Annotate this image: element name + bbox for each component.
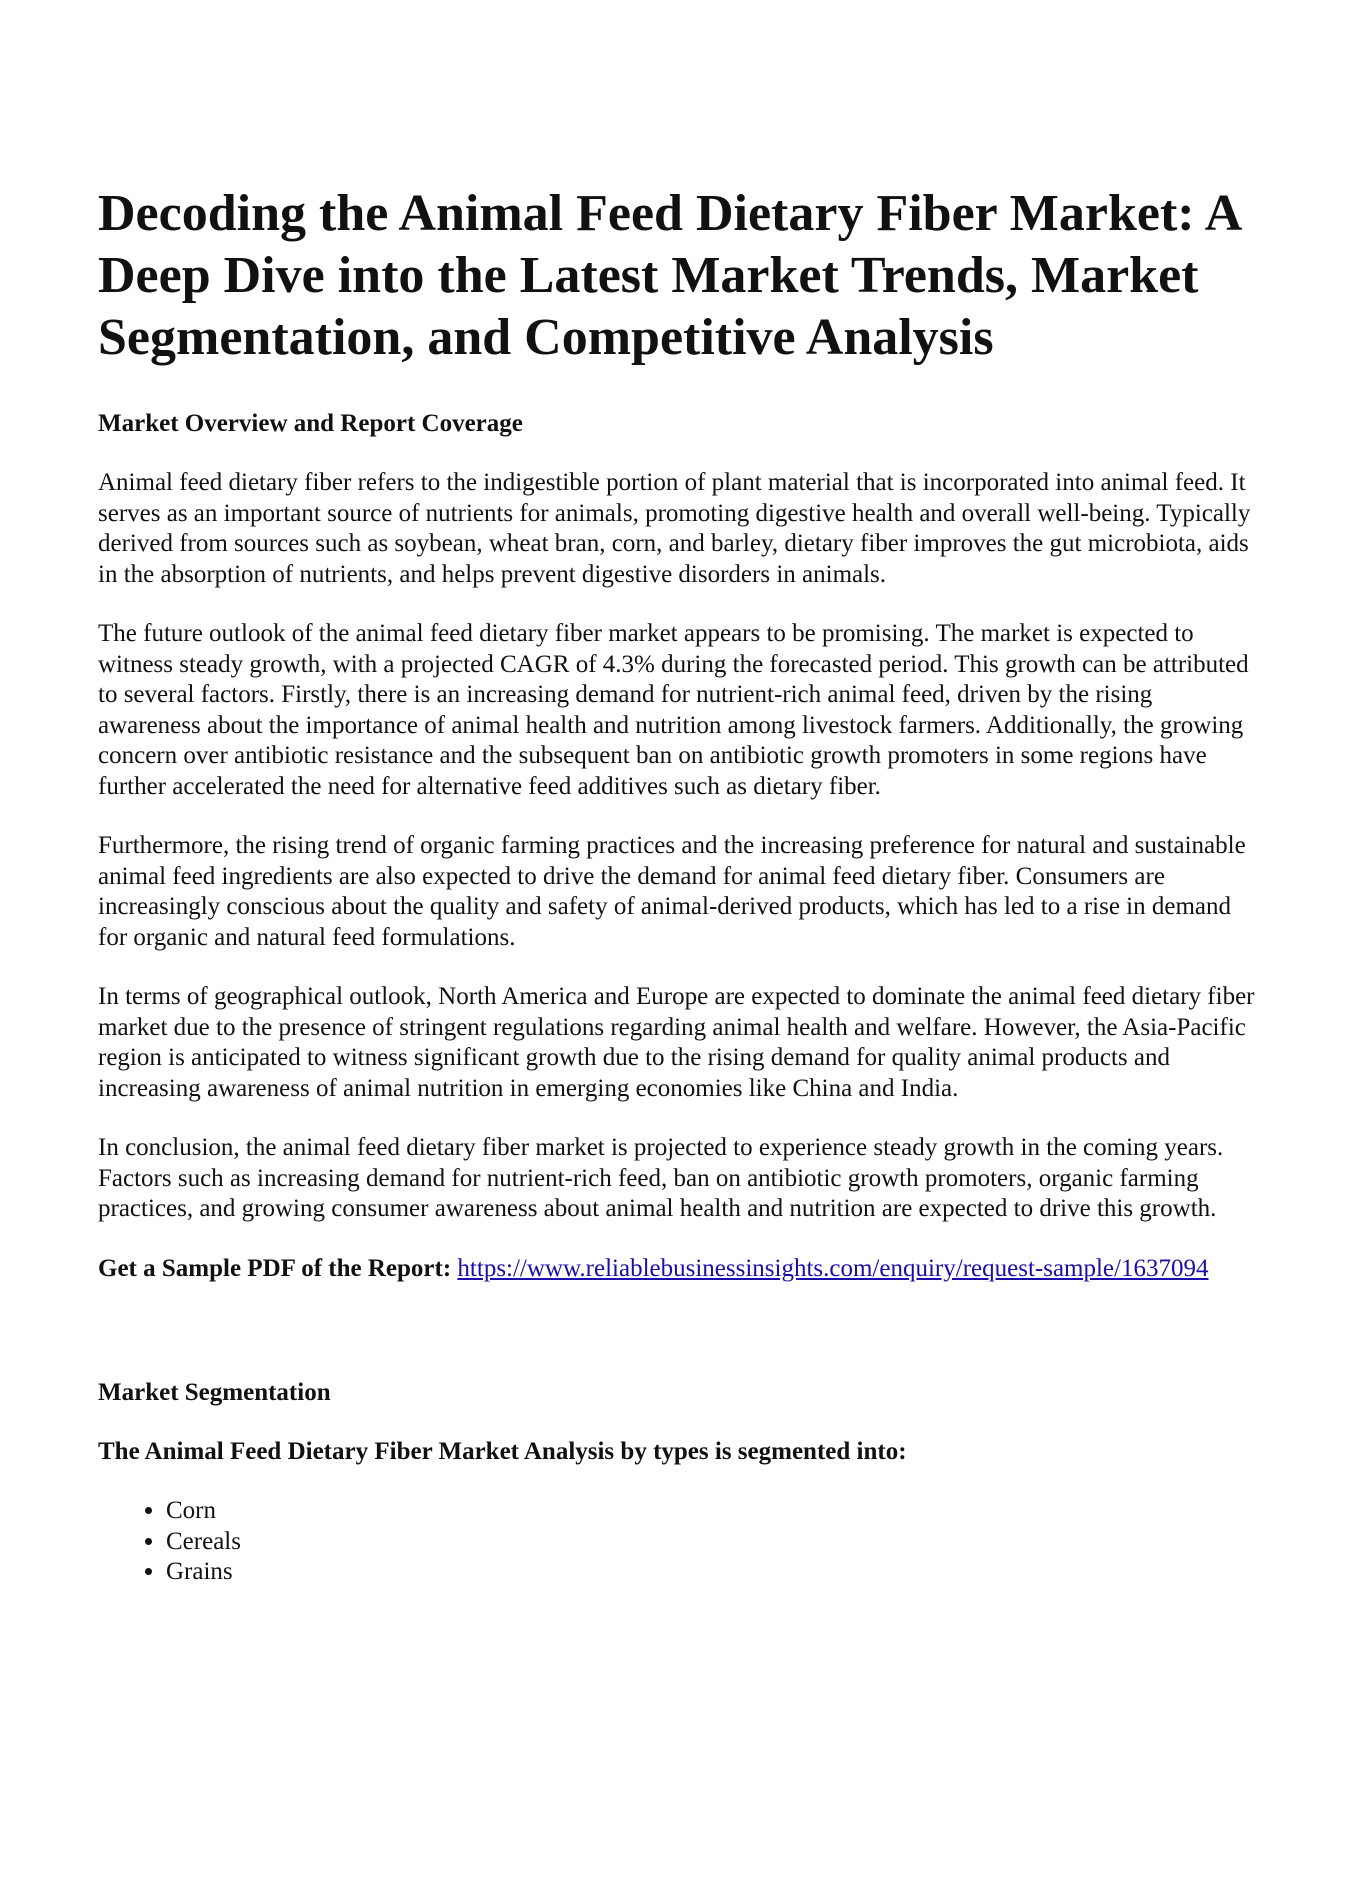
overview-heading: Market Overview and Report Coverage bbox=[98, 410, 523, 437]
page-title: Decoding the Animal Feed Dietary Fiber Market: A Deep Dive into the Latest Market Trends, Market Segmentation, and Competitive Analysis bbox=[98, 185, 1240, 366]
overview-paragraph-3: Furthermore, the rising trend of organic farming practices and the increasing preference for natural and sustainable animal feed ingredients are also expected to drive the demand for animal feed dietary fiber. Consumers are increasingly conscious about the quality and safety of animal-derived products, which has led to a rise in demand for organic and natural feed formulations. bbox=[98, 832, 1246, 951]
sample-pdf-link[interactable]: https://www.reliablebusinessinsights.com/enquiry/request-sample/1637094 bbox=[457, 1254, 1209, 1282]
sample-pdf-label: Get a Sample PDF of the Report: bbox=[98, 1254, 452, 1282]
overview-paragraph-5: In conclusion, the animal feed dietary fiber market is projected to experience steady growth in the coming years. Factors such as increasing demand for nutrient-rich feed, ban on antibiotic growth promoters, organic farming practices, and growing consumer awareness about animal health and nutrition are expected to drive this growth. bbox=[98, 1134, 1224, 1222]
segmentation-heading: Market Segmentation bbox=[98, 1379, 331, 1406]
overview-paragraph-2: The future outlook of the animal feed dietary fiber market appears to be promising. The market is expected to witness steady growth, with a projected CAGR of 4.3% during the forecasted period. This growth can be attributed to several factors. Firstly, there is an increasing demand for nutrient-rich animal feed, driven by the rising awareness about the importance of animal health and nutrition among livestock farmers. Additionally, the growing concern over antibiotic resistance and the subsequent ban on antibiotic growth promoters in some regions have further accelerated the need for alternative feed additives such as dietary fiber. bbox=[98, 620, 1249, 800]
list-item: • Cereals bbox=[166, 1527, 1258, 1558]
types-list bbox=[98, 1496, 1258, 1588]
overview-paragraph-1: Animal feed dietary fiber refers to the indigestible portion of plant material that is incorporated into animal feed. It serves as an important source of nutrients for animals, promoting digestive health and overall well-being. Typically derived from sources such as soybean, wheat bran, corn, and barley, dietary fiber improves the gut microbiota, aids in the absorption of nutrients, and helps prevent digestive disorders in animals. bbox=[98, 469, 1251, 588]
document-page bbox=[98, 183, 1258, 1588]
list-item: • Corn bbox=[166, 1496, 1258, 1527]
list-item: • Grains bbox=[166, 1557, 1258, 1588]
sample-pdf-line bbox=[98, 1254, 1258, 1285]
overview-paragraph-4: In terms of geographical outlook, North America and Europe are expected to dominate the animal feed dietary fiber market due to the presence of stringent regulations regarding animal health and welfare. However, the Asia-Pacific region is anticipated to witness significant growth due to the rising demand for quality animal products and increasing awareness of animal nutrition in emerging economies like China and India. bbox=[98, 983, 1255, 1102]
types-heading: The Animal Feed Dietary Fiber Market Analysis by types is segmented into: bbox=[98, 1438, 907, 1465]
